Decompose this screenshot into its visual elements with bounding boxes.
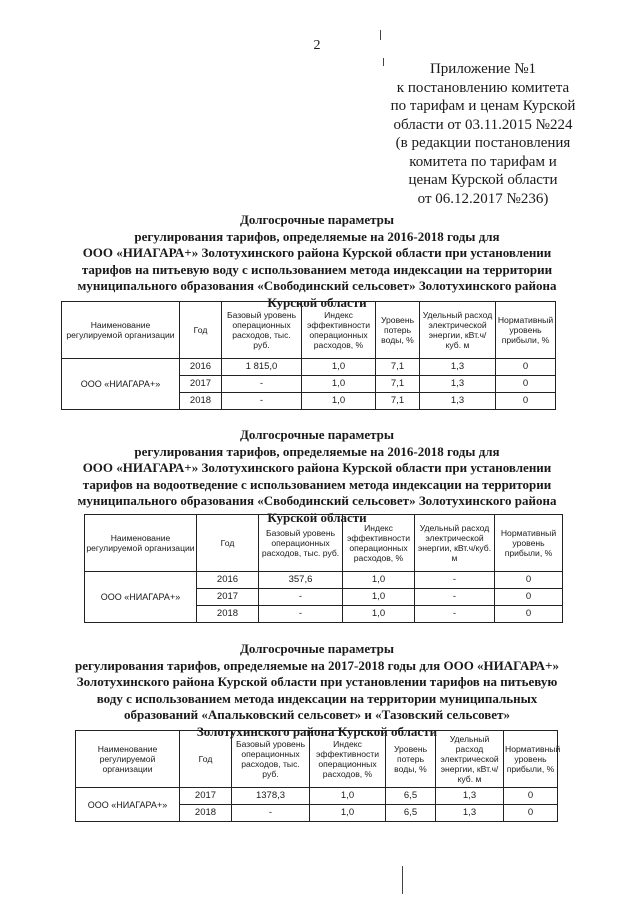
header-cell: Индекс эффективности операционных расходов, % bbox=[302, 302, 376, 359]
header-cell: Год bbox=[180, 731, 232, 788]
section-1-title bbox=[60, 212, 574, 311]
table-cell: 2018 bbox=[180, 393, 222, 410]
table-cell: 2017 bbox=[180, 376, 222, 393]
table-cell: 7,1 bbox=[376, 376, 420, 393]
table-cell: 1,3 bbox=[420, 359, 496, 376]
title-line: образований «Апальковский сельсовет» и «Тазовский сельсовет» bbox=[124, 707, 510, 722]
table-cell: 0 bbox=[495, 589, 563, 606]
table-cell: 1,3 bbox=[436, 788, 504, 805]
title-line: воду с использованием метода индексации на территории муниципальных bbox=[96, 690, 538, 706]
scan-mark bbox=[383, 58, 384, 66]
table-cell: 1,0 bbox=[343, 572, 415, 589]
table-cell: 357,6 bbox=[259, 572, 343, 589]
title-line: Золотухинского района Курской области bbox=[196, 723, 438, 739]
header-cell: Год bbox=[197, 515, 259, 572]
header-cell: Удельный расход электрической энергии, кВт.ч/куб. м bbox=[436, 731, 504, 788]
table-cell: 1,0 bbox=[302, 359, 376, 376]
table-cell: 0 bbox=[496, 393, 556, 410]
page-number: 2 bbox=[313, 38, 321, 53]
title-line: тарифов на питьевую воду с использованием метода индексации на территории bbox=[81, 261, 553, 277]
appendix-block bbox=[372, 60, 594, 208]
table-cell: 1378,3 bbox=[232, 788, 310, 805]
org-cell: ООО «НИАГАРА+» bbox=[62, 359, 180, 410]
header-cell: Удельный расход электрической энергии, кВт.ч/куб. м bbox=[420, 302, 496, 359]
table-cell: 1,0 bbox=[343, 606, 415, 623]
table-cell: 6,5 bbox=[386, 788, 436, 805]
appendix-line: области от 03.11.2015 №224 bbox=[393, 116, 573, 133]
section-3-title bbox=[60, 641, 574, 740]
header-cell: Базовый уровень операционных расходов, тыс. руб. bbox=[259, 515, 343, 572]
scan-mark bbox=[402, 866, 403, 894]
header-cell: Нормативный уровень прибыли, % bbox=[495, 515, 563, 572]
header-cell: Наименование регулируемой организации bbox=[62, 302, 180, 359]
table-cell: 0 bbox=[495, 606, 563, 623]
appendix-line: Приложение №1 bbox=[429, 61, 537, 77]
table-cell: 2016 bbox=[180, 359, 222, 376]
table-cell: - bbox=[232, 805, 310, 822]
org-cell: ООО «НИАГАРА+» bbox=[76, 788, 180, 822]
header-cell: Индекс эффективности операционных расходов, % bbox=[310, 731, 386, 788]
title-line: муниципального образования «Свободинский сельсовет» Золотухинского района bbox=[77, 493, 557, 508]
table-cell: 6,5 bbox=[386, 805, 436, 822]
section-2-title bbox=[60, 427, 574, 526]
header-cell: Нормативный уровень прибыли, % bbox=[504, 731, 558, 788]
appendix-line: комитета по тарифам и bbox=[409, 153, 557, 170]
title-line: муниципального образования «Свободинский сельсовет» Золотухинского района bbox=[77, 278, 557, 293]
table-cell: 1,0 bbox=[310, 805, 386, 822]
title-line: тарифов на водоотведение с использованием метода индексации на территории bbox=[82, 476, 552, 492]
table-cell: 1,0 bbox=[343, 589, 415, 606]
appendix-line: к постановлению комитета bbox=[396, 79, 570, 96]
header-cell: Индекс эффективности операционных расходов, % bbox=[343, 515, 415, 572]
table-row bbox=[62, 359, 556, 376]
table-row bbox=[76, 788, 558, 805]
section-1-table bbox=[61, 301, 556, 410]
title-line: Золотухинского района Курской области при установлении тарифов на питьевую bbox=[76, 674, 558, 689]
table-cell: 2018 bbox=[180, 805, 232, 822]
title-line: Курской области bbox=[267, 294, 367, 310]
org-cell: ООО «НИАГАРА+» bbox=[85, 572, 197, 623]
table-cell: 1,0 bbox=[302, 393, 376, 410]
appendix-line: (в редакции постановления bbox=[395, 135, 571, 151]
table-cell: 2016 bbox=[197, 572, 259, 589]
header-cell: Базовый уровень операционных расходов, тыс. руб. bbox=[232, 731, 310, 788]
table-header-row bbox=[76, 731, 558, 788]
table-cell: 1,0 bbox=[310, 788, 386, 805]
table-cell: - bbox=[222, 376, 302, 393]
header-cell: Базовый уровень операционных расходов, тыс. руб. bbox=[222, 302, 302, 359]
title-line: Долгосрочные параметры bbox=[239, 212, 395, 227]
title-line: Курской области bbox=[267, 509, 367, 525]
header-cell: Наименование регулируемой организации bbox=[76, 731, 180, 788]
table-cell: 1,3 bbox=[436, 805, 504, 822]
appendix-line: по тарифам и ценам Курской bbox=[390, 98, 576, 114]
section-3-table bbox=[75, 730, 561, 822]
table-cell: 1,3 bbox=[420, 393, 496, 410]
table-row bbox=[85, 572, 563, 589]
title-line: Долгосрочные параметры bbox=[239, 427, 395, 442]
table-cell: 0 bbox=[496, 376, 556, 393]
section-2-table bbox=[84, 514, 563, 623]
table-cell: 2017 bbox=[180, 788, 232, 805]
table-cell: 0 bbox=[504, 788, 558, 805]
title-line: Долгосрочные параметры bbox=[239, 641, 395, 656]
appendix-line: от 06.12.2017 №236) bbox=[417, 190, 549, 207]
table-cell: 0 bbox=[504, 805, 558, 822]
header-cell: Наименование регулируемой организации bbox=[85, 515, 197, 572]
title-line: ООО «НИАГАРА+» Золотухинского района Курской области при установлении bbox=[82, 245, 552, 260]
header-cell: Уровень потерь воды, % bbox=[386, 731, 436, 788]
header-cell: Удельный расход электрической энергии, кВт.ч/куб. м bbox=[415, 515, 495, 572]
header-cell: Нормативный уровень прибыли, % bbox=[496, 302, 556, 359]
title-line: ООО «НИАГАРА+» Золотухинского района Курской области при установлении bbox=[82, 460, 552, 475]
table-cell: 0 bbox=[495, 572, 563, 589]
table-cell: 1 815,0 bbox=[222, 359, 302, 376]
table-cell: 1,3 bbox=[420, 376, 496, 393]
table-header-row bbox=[85, 515, 563, 572]
header-cell: Год bbox=[180, 302, 222, 359]
table-cell: - bbox=[415, 606, 495, 623]
table-cell: - bbox=[415, 589, 495, 606]
title-line: регулирования тарифов, определяемые на 2017-2018 годы для ООО «НИАГАРА+» bbox=[75, 657, 559, 673]
table-header-row bbox=[62, 302, 556, 359]
table-cell: 0 bbox=[496, 359, 556, 376]
table-cell: 2017 bbox=[197, 589, 259, 606]
table-cell: 2018 bbox=[197, 606, 259, 623]
table-cell: 7,1 bbox=[376, 393, 420, 410]
header-cell: Уровень потерь воды, % bbox=[376, 302, 420, 359]
table-cell: 1,0 bbox=[302, 376, 376, 393]
appendix-line: ценам Курской области bbox=[408, 172, 558, 188]
table-cell: - bbox=[222, 393, 302, 410]
title-line: регулирования тарифов, определяемые на 2016-2018 годы для bbox=[134, 443, 500, 459]
table-cell: - bbox=[415, 572, 495, 589]
table-cell: 7,1 bbox=[376, 359, 420, 376]
table-cell: - bbox=[259, 589, 343, 606]
scan-mark bbox=[380, 30, 381, 40]
title-line: регулирования тарифов, определяемые на 2016-2018 годы для bbox=[134, 228, 500, 244]
table-cell: - bbox=[259, 606, 343, 623]
